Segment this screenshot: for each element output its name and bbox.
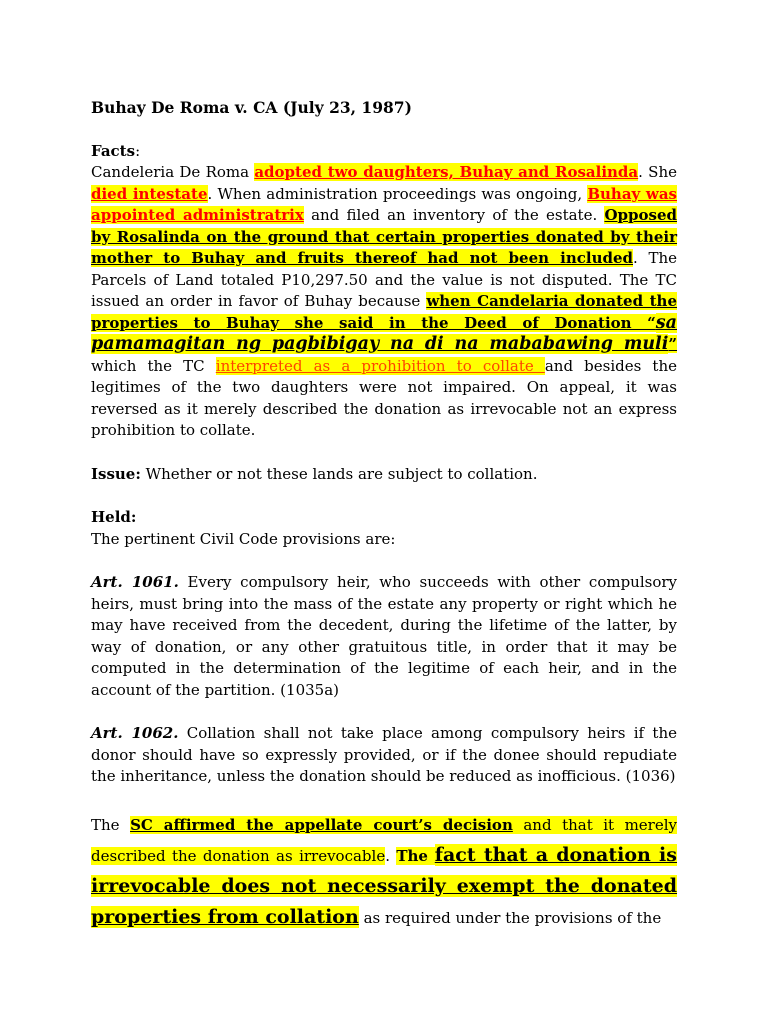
- facts-text-3: . She: [638, 163, 677, 181]
- facts-text-7: and filed an inventory of the estate.: [303, 206, 605, 224]
- held-heading: Held:: [91, 508, 137, 526]
- facts-text-9: . The Parcels of Land totaled P10,297.50 and the value is not disputed. The TC issued an order in favor of Buhay because: [91, 249, 677, 310]
- document-body: [91, 97, 677, 933]
- facts-highlight-interpreted: interpreted as a prohibition to collate: [215, 356, 545, 375]
- facts-heading-line: [91, 141, 677, 163]
- ruling-highlight-affirmed: SC affirmed the appellate court’s decision: [130, 815, 513, 834]
- issue-text: Whether or not these lands are subject to collation.: [140, 464, 538, 483]
- facts-heading: Facts: [91, 141, 136, 160]
- ruling-highlight-the: The: [396, 846, 435, 865]
- article-1062: [91, 723, 677, 788]
- article-1062-label: Art. 1062.: [91, 724, 179, 742]
- issue-paragraph: [91, 464, 677, 486]
- ruling-paragraph: [91, 810, 677, 933]
- article-1062-text: Collation shall not take place among compulsory heirs if the donor should have so expressly provided, or if the donee should repudiate the inheritance, unless the donation should be reduced as inofficious. (1036): [91, 724, 677, 785]
- article-1061-text: Every compulsory heir, who succeeds with other compulsory heirs, must bring into the mass of the estate any property or right which he may have received from the decedent, during the lifetime of the latter, by way of donation, or any other gratuitous title, in order that it may be computed in the determination of the legitime of each heir, and in the account of the partition. (1035a): [91, 573, 678, 699]
- ruling-highlight-irrevocable: and that it merely described the donation as irrevocable: [91, 815, 678, 865]
- held-intro: The pertinent Civil Code provisions are:: [91, 529, 396, 548]
- article-1061: [91, 572, 677, 701]
- facts-text-1: Candeleria De Roma: [91, 163, 255, 181]
- facts-highlight-deed: when Candelaria donated the properties to Buhay she said in the Deed of Donation “: [91, 292, 677, 332]
- facts-highlight-adopted: adopted two daughters, Buhay and Rosalinda: [254, 163, 639, 181]
- facts-highlight-appointed: Buhay was appointed administratrix: [91, 184, 677, 224]
- case-title: Buhay De Roma v. CA (July 23, 1987): [91, 98, 412, 117]
- article-1061-label: Art. 1061.: [91, 573, 179, 591]
- facts-colon: :: [135, 141, 141, 160]
- facts-text-15: and besides the legitimes of the two daughters were not impaired. On appeal, it was reversed as it merely described the donation as irrevocable not an express prohibition to collate.: [91, 356, 677, 439]
- facts-highlight-died: died intestate: [91, 184, 208, 203]
- ruling-text-1: The: [91, 815, 131, 834]
- facts-highlight-opposed: Opposed by Rosalinda on the ground that certain properties donated by their mother to Buhay and fruits thereof had not been included: [91, 206, 677, 267]
- facts-text-13: which the TC: [91, 356, 216, 375]
- ruling-highlight-collation: fact that a donation is irrevocable does not necessarily exempt the donated properties from collation: [91, 843, 677, 928]
- ruling-text-4: .: [385, 846, 397, 865]
- facts-highlight-quote: sa pamamagitan ng pagbibigay na di na mababawing muli: [91, 312, 677, 354]
- ruling-text-7: as required under the provisions of the: [358, 908, 662, 927]
- issue-heading: Issue:: [91, 464, 141, 483]
- facts-text-5: . When administration proceedings was ongoing,: [207, 184, 588, 203]
- facts-paragraph: [91, 162, 677, 442]
- facts-highlight-quote-close: ”: [668, 335, 677, 353]
